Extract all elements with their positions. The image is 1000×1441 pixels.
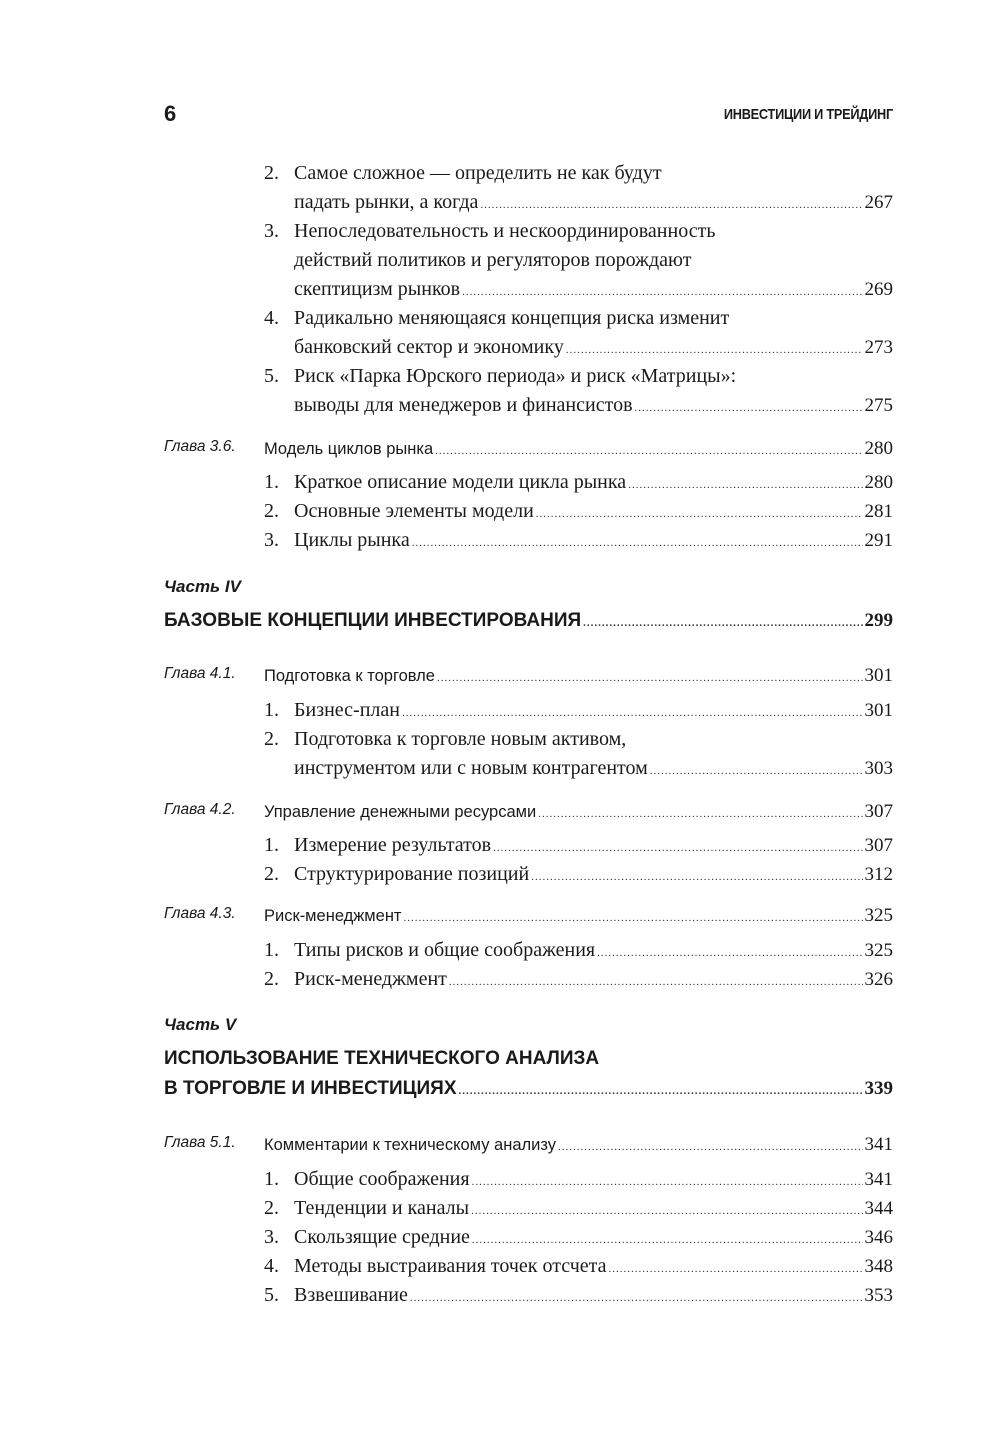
leader-dots [472,1234,863,1246]
leader-dots [609,1263,863,1275]
page-ref: 307 [864,835,893,856]
leader-dots [472,1176,863,1188]
page-ref: 275 [864,395,893,416]
leader-dots [536,508,863,520]
leader-dots [531,871,862,883]
page-ref: 325 [864,940,893,961]
page-ref: 267 [864,192,893,213]
leader-dots [435,445,862,457]
page-ref: 299 [864,610,893,631]
page-ref: 348 [864,1256,893,1277]
page-ref: 312 [864,864,893,885]
page-ref: 301 [864,700,893,721]
page-ref: 303 [864,758,893,779]
leader-dots [628,479,862,491]
leader-dots [558,1141,863,1153]
page-ref: 353 [864,1285,893,1306]
leader-dots [597,947,862,959]
leader-dots [462,286,862,298]
page-ref: 325 [864,905,893,926]
page-ref: 307 [864,801,893,822]
leader-dots [635,402,863,414]
running-title: ИНВЕСТИЦИИ И ТРЕЙДИНГ [723,106,893,123]
page-ref: 339 [864,1078,893,1099]
page-ref: 291 [864,530,893,551]
leader-dots [538,808,862,820]
page-ref: 346 [864,1227,893,1248]
page-ref: 269 [864,279,893,300]
page-ref: 301 [864,665,893,686]
leader-dots [437,672,863,684]
leader-dots [480,199,862,211]
page-ref: 280 [864,472,893,493]
leader-dots [566,344,863,356]
leader-dots [404,912,863,924]
page-ref: 273 [864,337,893,358]
page-ref: 344 [864,1198,893,1219]
leader-dots [459,1085,863,1097]
leader-dots [650,765,863,777]
leader-dots [471,1205,862,1217]
page-ref: 280 [864,438,893,459]
leader-dots [493,842,862,854]
leader-dots [410,1292,863,1304]
leader-dots [402,707,863,719]
leader-dots [449,976,863,988]
leader-dots [412,537,863,549]
page-ref: 341 [864,1169,893,1190]
page-ref: 281 [864,501,893,522]
leader-dots [583,617,862,629]
page-ref: 326 [864,969,893,990]
page-number: 6 [164,101,177,126]
page-ref: 341 [864,1134,893,1155]
